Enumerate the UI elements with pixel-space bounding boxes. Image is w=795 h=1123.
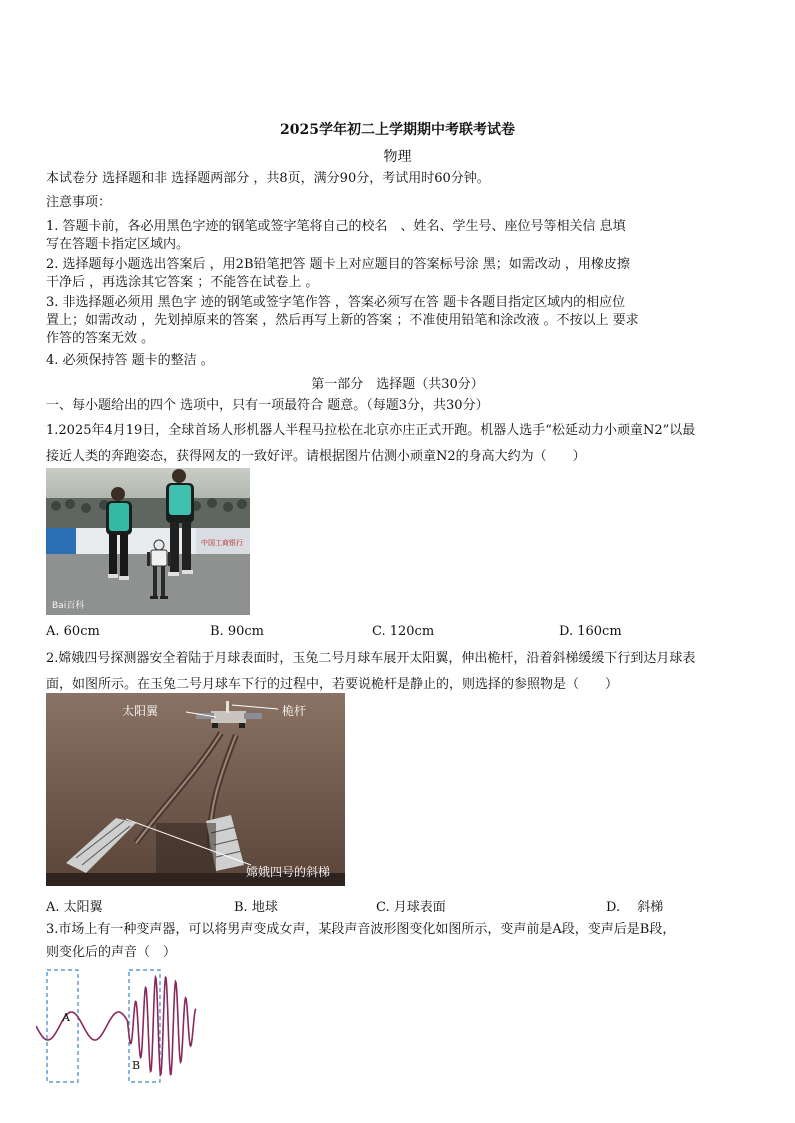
part1-instruction: 一、每小题给出的四个 选项中，只有一项最符合 题意。（每题3分，共30分） — [46, 398, 489, 413]
q1-stem-line: 接近人类的奔跑姿态，获得网友的一致好评。请根据图片估测小顽童N2的身高大约为（ ） — [46, 449, 586, 464]
note-line: 2. 选择题每小题选出答案后 ，用2B铅笔把答 题卡上对应题目的答案标号涂 黑；如需改动 ，用橡皮擦 — [46, 257, 630, 272]
q1-option-b: B. 90cm — [210, 624, 264, 639]
part1-heading: 第一部分 选择题（共30分） — [311, 377, 484, 392]
note-line: 置上；如需改动 ，先划掉原来的答案 ，然后再写上新的答案 ；不准使用铅笔和涂改液 。不按以上 要求 — [46, 313, 639, 328]
note-line: 3. 非选择题必须用 黑色字 迹的钢笔或签字笔作答 ，答案必须写在答 题卡各题目指定区域内的相应位 — [46, 295, 626, 310]
q2-option-a: A. 太阳翼 — [46, 900, 103, 915]
exam-title: 2025学年初二上学期期中考联考试卷 — [280, 122, 515, 138]
baidu-watermark: Bai百科 — [52, 601, 85, 611]
note-line: 作答的答案无效 。 — [46, 331, 155, 346]
lunar-rover-illustration — [46, 693, 345, 886]
q1-option-c: C. 120cm — [372, 624, 435, 639]
q2-stem-line: 面，如图所示。在玉兔二号月球车下行的过程中，若要说桅杆是静止的，则选择的参照物是（ ） — [46, 677, 619, 692]
robot-marathon-illustration — [46, 468, 250, 615]
q3-stem-line: 3.市场上有一种变声器，可以将男声变成女声，某段声音波形图变化如图所示，变声前是A段，变声后是B段， — [46, 922, 676, 937]
segment-a-box — [47, 970, 78, 1082]
q2-lunar-rover-photo — [46, 693, 345, 886]
label-b: B — [132, 1059, 141, 1072]
q1-robot-marathon-photo — [46, 468, 250, 615]
exam-subject: 物理 — [383, 149, 412, 165]
q3-waveform-figure — [36, 966, 202, 1086]
q1-stem-line: 1.2025年4月19日，全球首场人形机器人半程马拉松在北京亦庄正式开跑。机器人选手“松延动力小顽童N2”以最 — [46, 423, 696, 438]
q2-option-d: D. 斜梯 — [606, 900, 664, 915]
note-line: 干净后 ，再选涂其它答案 ；不能答在试卷上 。 — [46, 275, 319, 290]
note-line: 1. 答题卡前，各必用黑色字迹的钢笔或签字笔将自己的校名 、姓名、学生号、座位号等相关信 息填 — [46, 219, 626, 234]
label-ladder: 嫦娥四号的斜梯 — [246, 865, 331, 879]
q2-option-b: B. 地球 — [234, 900, 278, 915]
note-line: 4. 必须保持答 题卡的整洁 。 — [46, 353, 214, 368]
q3-stem-line: 则变化后的声音（ ） — [46, 945, 177, 960]
exam-intro: 本试卷分 选择题和非 选择题两部分 ，共8页，满分90分，考试用时60分钟。 — [46, 171, 490, 186]
banner-text: 中国工商银行 — [201, 539, 243, 547]
label-solar-wing: 太阳翼 — [122, 704, 159, 718]
waveform-line — [36, 977, 196, 1074]
q2-option-c: C. 月球表面 — [376, 900, 446, 915]
q1-option-d: D. 160cm — [559, 624, 622, 639]
notes-heading: 注意事项： — [46, 195, 112, 210]
q1-option-a: A. 60cm — [46, 624, 100, 639]
note-line: 写在答题卡指定区域内。 — [46, 237, 190, 252]
label-a: A — [62, 1011, 70, 1024]
sound-waveform-diagram — [36, 966, 202, 1086]
label-mast: 桅杆 — [282, 704, 307, 718]
q2-stem-line: 2.嫦娥四号探测器安全着陆于月球表面时，玉兔二号月球车展开太阳翼，伸出桅杆，沿着斜梯缓缓下行到达月球表 — [46, 651, 696, 666]
